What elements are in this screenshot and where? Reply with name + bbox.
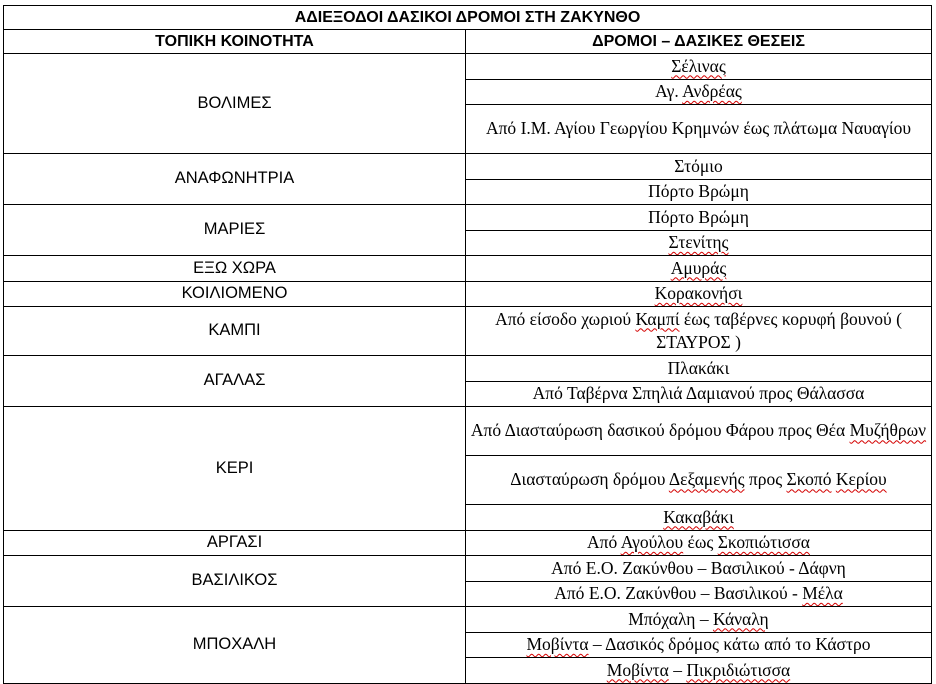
table-row [4, 154, 932, 180]
road-cell: Αγ. Ανδρέας [466, 79, 932, 105]
community-cell: ΚΕΡΙ [4, 407, 466, 531]
community-cell: ΒΟΛΙΜΕΣ [4, 54, 466, 154]
road-cell: Στόμιο [466, 154, 932, 180]
road-cell: Μοβίντα – Πικριδιώτισσα [466, 658, 932, 684]
road-cell: Από Ι.Μ. Αγίου Γεωργίου Κρημνών έως πλάτωμα Ναυαγίου [466, 105, 932, 154]
community-cell: ΑΡΓΑΣΙ [4, 530, 466, 556]
header-roads: ΔΡΟΜΟΙ – ΔΑΣΙΚΕΣ ΘΕΣΕΙΣ [466, 30, 932, 54]
community-cell: ΚΟΙΛΙΟΜΕΝΟ [4, 281, 466, 307]
header-row [4, 30, 932, 54]
community-cell: ΑΓΑΛΑΣ [4, 356, 466, 407]
road-cell: Από Ε.Ο. Ζακύνθου – Βασιλικού - Μέλα [466, 581, 932, 607]
table-row [4, 407, 932, 456]
road-cell: Πόρτο Βρώμη [466, 179, 932, 205]
road-cell: Στενίτης [466, 230, 932, 256]
road-cell: Από Ε.Ο. Ζακύνθου – Βασιλικού - Δάφνη [466, 556, 932, 582]
title-row [4, 6, 932, 30]
table-row [4, 205, 932, 231]
road-cell: Μπόχαλη – Κάναλη [466, 607, 932, 633]
table-title: ΑΔΙΕΞΟΔΟΙ ΔΑΣΙΚΟΙ ΔΡΟΜΟΙ ΣΤΗ ΖΑΚΥΝΘΟ [4, 6, 932, 30]
community-cell: ΕΞΩ ΧΩΡΑ [4, 256, 466, 282]
community-cell: ΜΠΟΧΑΛΗ [4, 607, 466, 684]
community-cell: ΒΑΣΙΛΙΚΟΣ [4, 556, 466, 607]
road-cell: Κακαβάκι [466, 505, 932, 531]
table-row [4, 356, 932, 382]
road-cell: Κορακονήσι [466, 281, 932, 307]
road-cell: Από Αγούλου έως Σκοπιώτισσα [466, 530, 932, 556]
table-body [4, 54, 932, 684]
table-row [4, 256, 932, 282]
header-community: ΤΟΠΙΚΗ ΚΟΙΝΟΤΗΤΑ [4, 30, 466, 54]
road-cell: Μοβίντα – Δασικός δρόμος κάτω από το Κάστρο [466, 632, 932, 658]
table-row [4, 607, 932, 633]
table-row [4, 281, 932, 307]
road-cell: Σέλινας [466, 54, 932, 80]
community-cell: ΚΑΜΠΙ [4, 307, 466, 356]
road-cell: Από Ταβέρνα Σπηλιά Δαμιανού προς Θάλασσα [466, 381, 932, 407]
table-row [4, 307, 932, 356]
table-row [4, 530, 932, 556]
road-cell: Αμυράς [466, 256, 932, 282]
road-cell: Πόρτο Βρώμη [466, 205, 932, 231]
road-cell: Από Διασταύρωση δασικού δρόμου Φάρου προς Θέα Μυζήθρων [466, 407, 932, 456]
table-row [4, 54, 932, 80]
forest-roads-table [3, 5, 932, 684]
road-cell: Πλακάκι [466, 356, 932, 382]
road-cell: Από είσοδο χωριού Καμπί έως ταβέρνες κορυφή βουνού ( ΣΤΑΥΡΟΣ ) [466, 307, 932, 356]
table-row [4, 556, 932, 582]
community-cell: ΑΝΑΦΩΝΗΤΡΙΑ [4, 154, 466, 205]
community-cell: ΜΑΡΙΕΣ [4, 205, 466, 256]
road-cell: Διασταύρωση δρόμου Δεξαμενής προς Σκοπό Κερίου [466, 456, 932, 505]
